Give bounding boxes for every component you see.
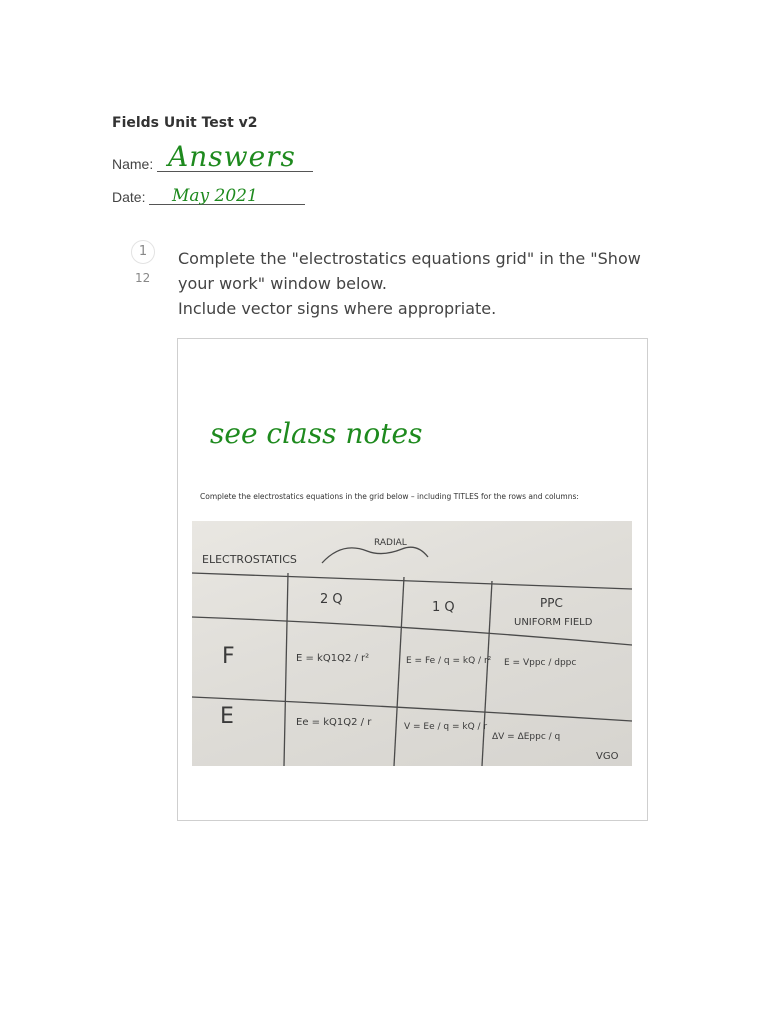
equations-grid-photo [192, 521, 632, 766]
question-text [178, 246, 648, 321]
date-label: Date: [112, 189, 146, 205]
grid-col-3: PPC [540, 596, 563, 610]
question-number-badge: 1 [131, 240, 155, 264]
date-handwriting: May 2021 [172, 186, 258, 206]
grid-cell-2-1: Ee = kQ1Q2 / r [296, 717, 372, 728]
show-your-work-box [177, 338, 648, 821]
grid-radial-label: RADIAL [374, 538, 407, 548]
radial-brace [322, 547, 428, 563]
grid-vline-2 [394, 577, 404, 766]
whiteboard-signature: VGO [596, 751, 619, 762]
grid-cell-2-3: ΔV = ΔEppc / q [492, 732, 561, 742]
handwritten-note: see class notes [210, 417, 423, 450]
grid-instruction: Complete the electrostatics equations in the grid below – including TITLES for the rows and columns: [200, 492, 579, 501]
grid-corner-label: ELECTROSTATICS [202, 553, 297, 566]
grid-hline-1 [192, 573, 632, 589]
question-line-2: Include vector signs where appropriate. [178, 299, 497, 318]
grid-cell-1-3: E = Vppc / dppc [504, 658, 577, 668]
whiteboard-photo [192, 521, 632, 766]
grid-vline-1 [284, 573, 288, 766]
name-handwriting: Answers [168, 140, 296, 173]
question-points: 12 [135, 271, 151, 285]
grid-row-label-2: E [220, 704, 234, 729]
grid-cell-1-1: E = kQ1Q2 / r² [296, 653, 370, 664]
grid-col-1: 2 Q [320, 592, 343, 607]
grid-vline-3 [482, 581, 492, 766]
grid-col-2: 1 Q [432, 600, 455, 615]
grid-col-4: UNIFORM FIELD [514, 617, 593, 628]
name-label: Name: [112, 156, 154, 172]
question-line-1: Complete the "electrostatics equations grid" in the "Show your work" window below. [178, 249, 641, 293]
grid-row-label-1: F [222, 644, 235, 669]
test-title: Fields Unit Test v2 [112, 115, 258, 131]
grid-cell-2-2: V = Ee / q = kQ / r [404, 722, 488, 732]
grid-hline-3 [192, 697, 632, 721]
grid-cell-1-2: E = Fe / q = kQ / r² [406, 656, 492, 666]
